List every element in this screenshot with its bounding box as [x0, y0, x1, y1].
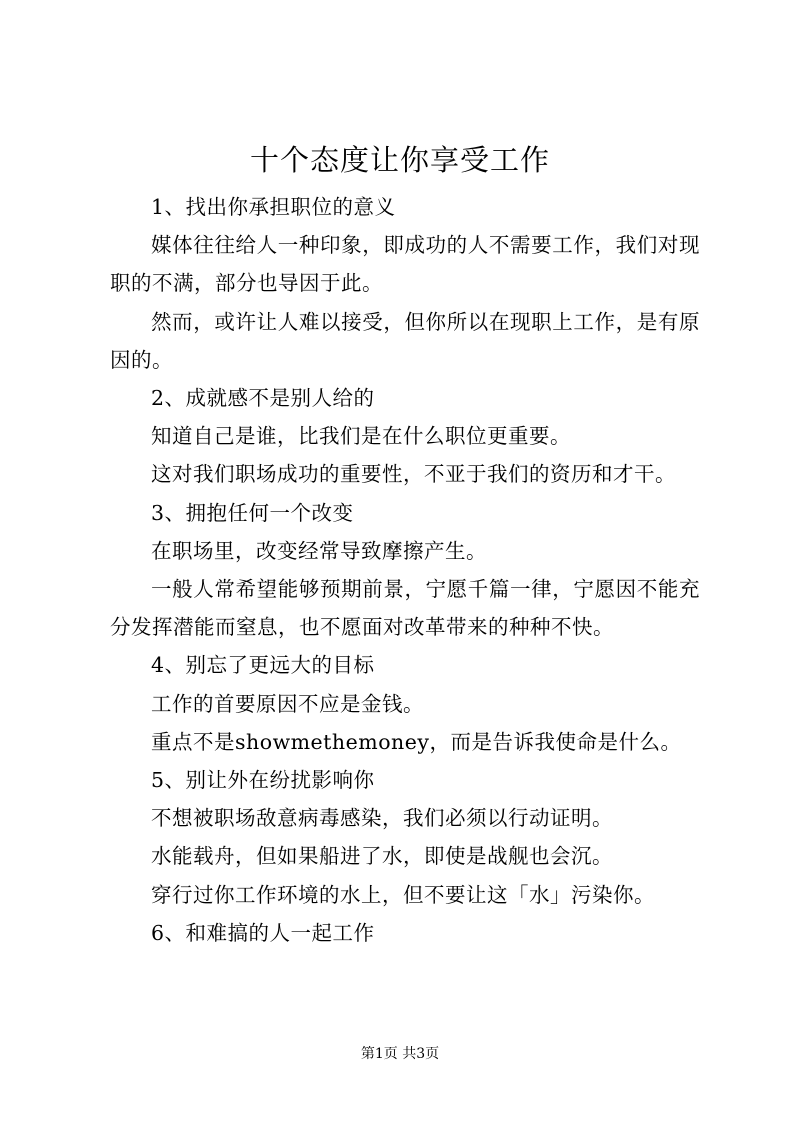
paragraph: 不想被职场敌意病毒感染，我们必须以行动证明。	[151, 806, 613, 831]
paragraph: 工作的首要原因不应是金钱。	[151, 691, 424, 716]
paragraph: 水能载舟，但如果船进了水，即使是战舰也会沉。	[151, 844, 613, 869]
paragraph: 知道自己是谁，比我们是在什么职位更重要。	[151, 424, 571, 449]
paragraph: 然而，或许让人难以接受，但你所以在现职上工作，是有原因的。	[110, 309, 700, 372]
section-heading: 6、和难搞的人一起工作	[151, 920, 375, 945]
document-body	[110, 188, 700, 952]
page-footer: 第1页 共3页	[360, 1046, 440, 1062]
section-heading: 2、成就感不是别人给的	[151, 386, 375, 411]
section-heading: 1、找出你承担职位的意义	[151, 195, 396, 219]
document-title: 十个态度让你享受工作	[249, 143, 550, 177]
section-heading: 4、别忘了更远大的目标	[151, 653, 375, 678]
paragraph: 媒体往往给人一种印象，即成功的人不需要工作，我们对现职的不满，部分也导因于此。	[110, 233, 700, 296]
paragraph: 在职场里，改变经常导致摩擦产生。	[151, 538, 487, 563]
paragraph: 一般人常希望能够预期前景，宁愿千篇一律，宁愿因不能充分发挥潜能而窒息，也不愿面对改革带来的种种不快。	[110, 577, 700, 640]
paragraph: 穿行过你工作环境的水上，但不要让这「水」污染你。	[151, 882, 655, 907]
section-heading: 5、别让外在纷扰影响你	[151, 768, 375, 793]
section-heading: 3、拥抱任何一个改变	[151, 500, 354, 525]
paragraph: 重点不是showmethemoney，而是告诉我使命是什么。	[151, 729, 682, 754]
paragraph: 这对我们职场成功的重要性，不亚于我们的资历和才干。	[151, 462, 676, 487]
